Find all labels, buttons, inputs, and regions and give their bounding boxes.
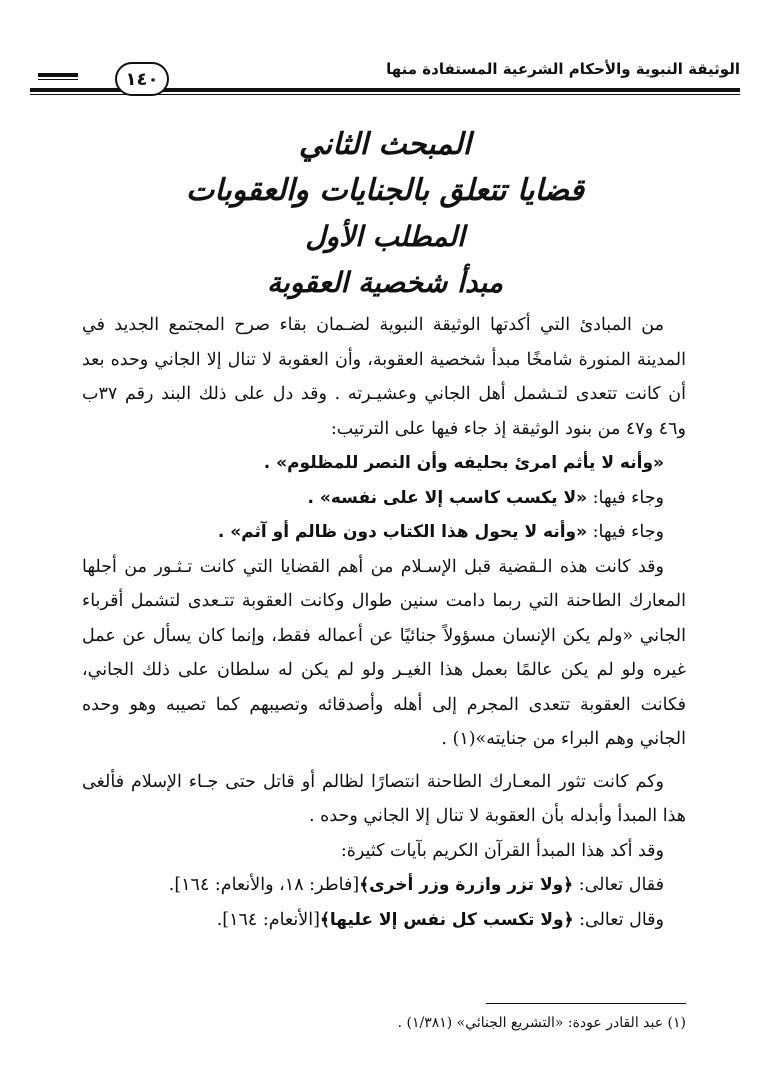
verse-1: ﴿ولا تزر وازرة وزر أخرى﴾ bbox=[359, 875, 574, 895]
section-headings bbox=[0, 122, 770, 306]
section-subtitle: قضايا تتعلق بالجنايات والعقوبات bbox=[186, 173, 584, 208]
quote-3-line bbox=[82, 515, 686, 550]
footnote-rule bbox=[486, 1003, 686, 1004]
paragraph-1: من المبادئ التي أكدتها الوثيقة النبوية لضـمان بقاء صرح المجتمع الجديد في المدينة المنورة شامخًا مبدأ شخصية العقوبة، وأن العقوبة لا تنال إلا الجاني وحده بعد أن كانت تتعدى لتـشمل أهل الجاني وعشيـرته . وقد دل على ذلك البند رقم ٣٧ب و٤٦ و٤٧ من بنود الوثيقة إذ جاء فيها على الترتيب: bbox=[82, 315, 686, 439]
quote-2-line bbox=[82, 481, 686, 516]
footnote: (١) عبد القادر عودة: «التشريع الجنائي» (١/٣٨١) . bbox=[397, 1015, 686, 1031]
quote-2-prefix: وجاء فيها: bbox=[587, 487, 664, 508]
header-rule-left bbox=[38, 73, 78, 77]
verse-1-prefix: فقال تعالى: bbox=[573, 875, 664, 895]
subsection-title: المطلب الأول bbox=[305, 220, 465, 253]
body-text bbox=[82, 308, 686, 937]
quote-3-prefix: وجاء فيها: bbox=[587, 522, 664, 542]
quote-3: «وأنه لا يحول هذا الكتاب دون ظالم أو آثم» . bbox=[217, 522, 588, 542]
page-number: ١٤٠ bbox=[115, 62, 169, 96]
quote-2: «لا يكسب كاسب إلا على نفسه» . bbox=[307, 487, 588, 508]
verse-1-line bbox=[82, 868, 686, 903]
paragraph-2: وقد كانت هذه الـقضية قبل الإسـلام من أهم القضايا التي كانت تـثـور من أجلها المعارك الطاحنة التي ربما دامت سنين طوال وكانت العقوبة تتـعدى لتشمل أقرباء الجاني «ولم يكن الإنسان مسؤولاً جنائيًا عن أعماله فقط، وإنما كان يسأل عن عمل غيره ولو لم يكن عالمًا بعمل هذا الغيـر ولو لم يكن له سلطان على ذلك الجاني، فكانت العقوبة تتعدى المجرم إلى أهله وأصدقائه وتصيبهم كما تصيبه وهو وحده الجاني وهم البراء من جنايته»(١) . bbox=[82, 556, 686, 749]
verse-1-ref: [فاطر: ١٨، والأنعام: ١٦٤]. bbox=[168, 875, 360, 895]
verse-2-line bbox=[82, 903, 686, 938]
quote-1: «وأنه لا يأثم امرئ بحليفه وأن النصر للمظلوم» . bbox=[263, 453, 664, 473]
verse-2: ﴿ولا تكسب كل نفس إلا عليها﴾ bbox=[319, 909, 574, 930]
paragraph-gap bbox=[82, 757, 686, 765]
subsection-subtitle: مبدأ شخصية العقوبة bbox=[267, 266, 503, 299]
header-rule-left-thin bbox=[38, 79, 78, 80]
running-title: الوثيقة النبوية والأحكام الشرعية المستفادة منها bbox=[386, 60, 740, 78]
verse-2-ref: [الأنعام: ١٦٤]. bbox=[216, 909, 320, 930]
paragraph-4: وقد أكد هذا المبدأ القرآن الكريم بآيات كثيرة: bbox=[340, 840, 664, 861]
page-header bbox=[30, 40, 740, 110]
verse-2-prefix: وقال تعالى: bbox=[573, 909, 664, 930]
paragraph-3: وكم كانت تثور المعـارك الطاحنة انتصارًا لظالم أو قاتل حتى جـاء الإسلام فألغى هذا المبدأ وأبدله بأن العقوبة لا تنال إلا الجاني وحده . bbox=[82, 771, 686, 826]
section-title: المبحث الثاني bbox=[298, 127, 472, 162]
